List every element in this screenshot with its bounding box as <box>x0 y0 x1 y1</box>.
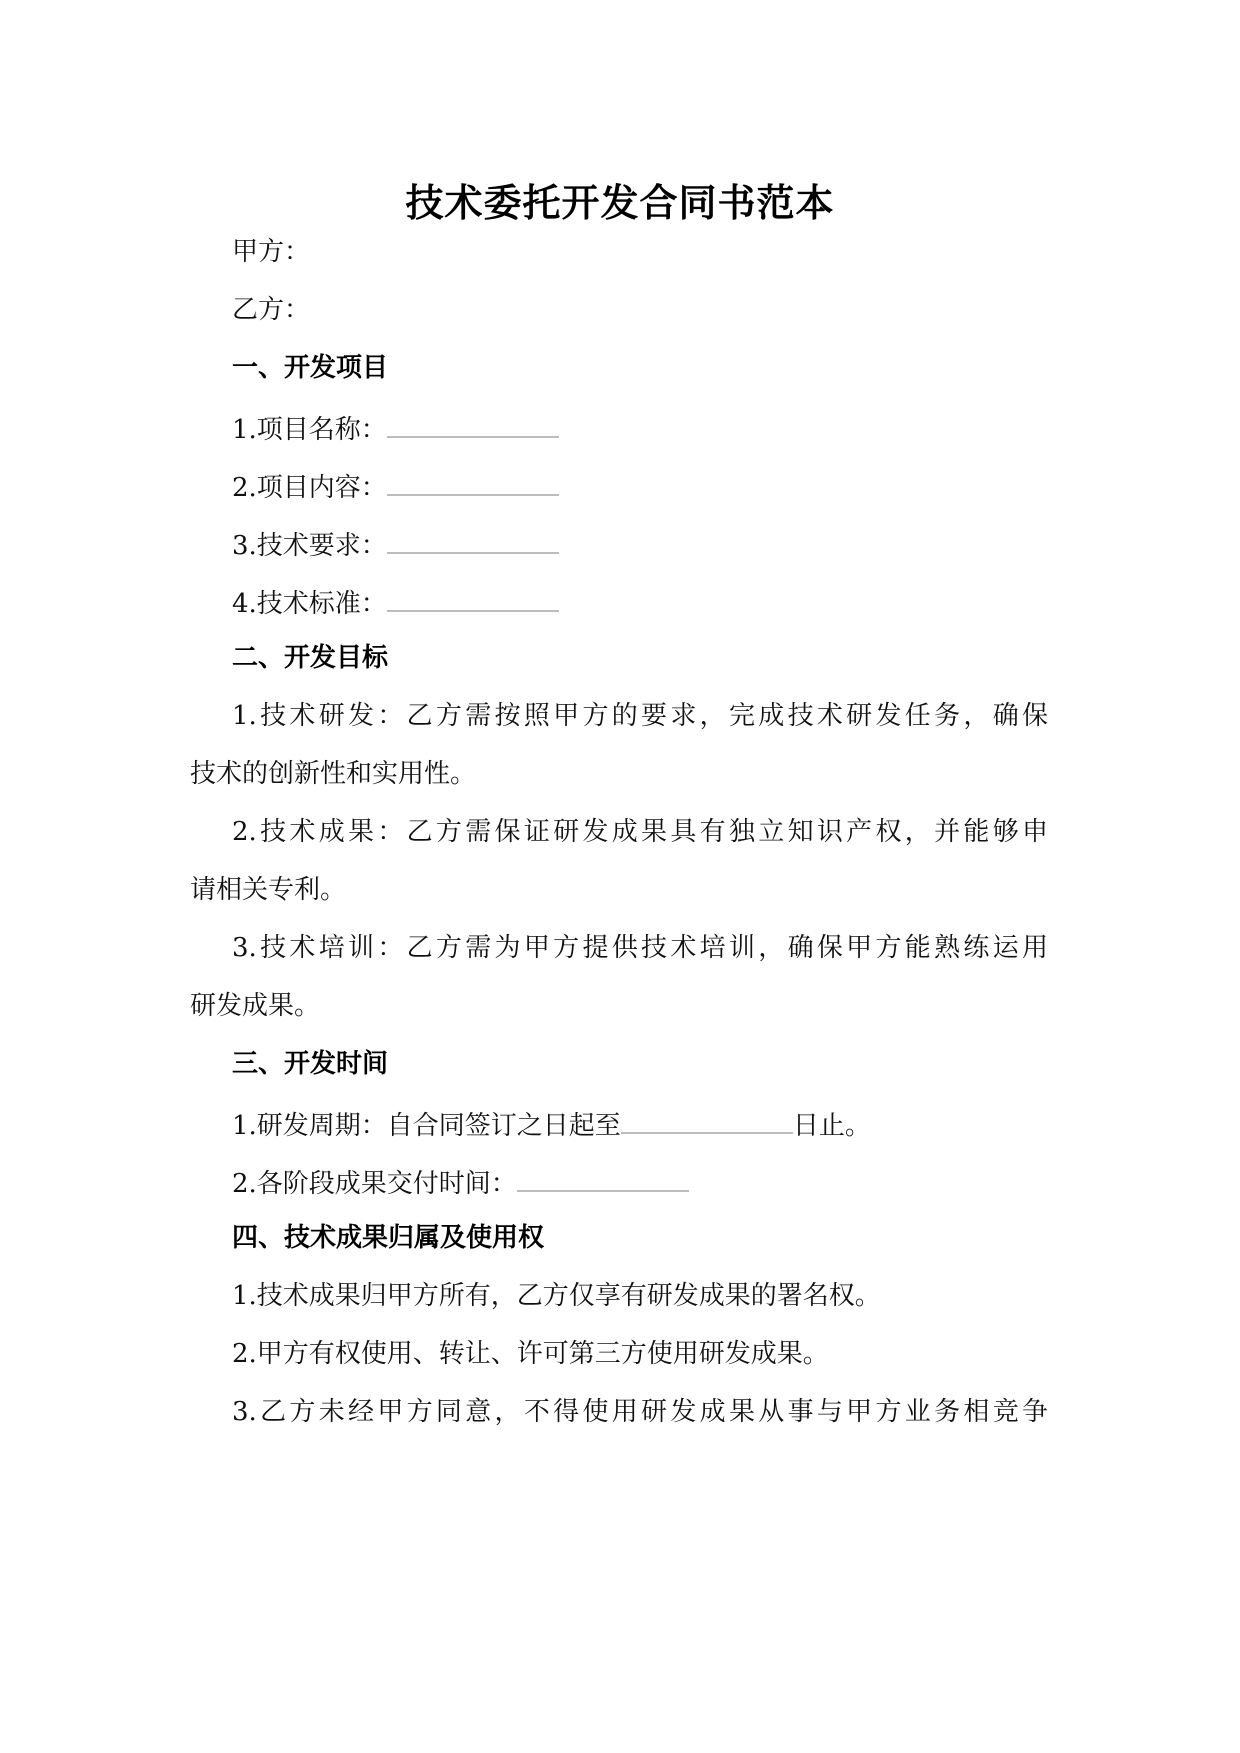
party-a-label: 甲方： <box>232 237 311 267</box>
paragraph-line: 1.技术成果归甲方所有，乙方仅享有研发成果的署名权。 <box>232 1281 881 1311</box>
field-project-content <box>232 466 559 506</box>
field-dev-period <box>232 1104 871 1144</box>
paragraph-line: 1.技术研发：乙方需按照甲方的要求，完成技术研发任务，确保 <box>232 701 1048 731</box>
section-heading-4: 四、技术成果归属及使用权 <box>232 1223 545 1253</box>
party-b-label: 乙方： <box>232 295 311 325</box>
section-heading-3: 三、开发时间 <box>232 1049 389 1079</box>
field-label: 2.各阶段成果交付时间： <box>232 1169 517 1199</box>
document-title: 技术委托开发合同书范本 <box>405 181 835 225</box>
blank-delivery-time[interactable] <box>517 1162 689 1192</box>
paragraph-line: 2.技术成果：乙方需保证研发成果具有独立知识产权，并能够申 <box>232 817 1048 847</box>
paragraph-line: 3.技术培训：乙方需为甲方提供技术培训，确保甲方能熟练运用 <box>232 933 1048 963</box>
section-heading-2: 二、开发目标 <box>232 643 389 673</box>
paragraph-line: 请相关专利。 <box>190 875 347 905</box>
paragraph-line: 2.甲方有权使用、转让、许可第三方使用研发成果。 <box>232 1339 829 1369</box>
paragraph-line: 研发成果。 <box>190 991 321 1021</box>
blank-dev-period-end[interactable] <box>621 1104 793 1134</box>
blank-project-name[interactable] <box>387 408 559 438</box>
field-label: 1.项目名称： <box>232 415 387 445</box>
blank-tech-standard[interactable] <box>387 582 559 612</box>
field-tech-requirements <box>232 524 559 564</box>
field-label: 4.技术标准： <box>232 589 387 619</box>
section-heading-1: 一、开发项目 <box>232 353 389 383</box>
field-label: 2.项目内容： <box>232 473 387 503</box>
field-suffix: 日止。 <box>792 1111 871 1141</box>
field-label: 3.技术要求： <box>232 531 387 561</box>
paragraph-line: 3.乙方未经甲方同意，不得使用研发成果从事与甲方业务相竞争 <box>232 1397 1048 1427</box>
blank-project-content[interactable] <box>387 466 559 496</box>
field-project-name <box>232 408 559 448</box>
field-delivery-time <box>232 1162 689 1202</box>
blank-tech-requirements[interactable] <box>387 524 559 554</box>
field-label: 1.研发周期：自合同签订之日起至 <box>232 1111 621 1141</box>
paragraph-line: 技术的创新性和实用性。 <box>190 759 477 789</box>
field-tech-standard <box>232 582 559 622</box>
